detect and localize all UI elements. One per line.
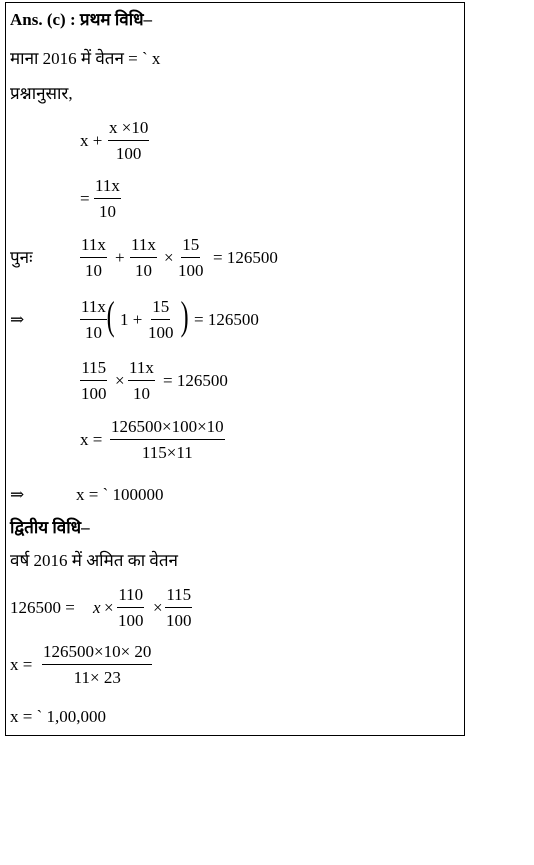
eq4-fraction-2: [147, 297, 175, 343]
eq3-fraction-3: [177, 235, 205, 281]
m2-eq2-numerator: 126500×10× 20: [42, 642, 152, 665]
eq4-f1-numerator: 11x: [80, 297, 107, 320]
eq1-numerator: x ×10: [108, 118, 149, 141]
method-2-line1: वर्ष 2016 में अमित का वेतन: [10, 551, 178, 570]
method-2-title: द्वितीय विधि–: [10, 518, 90, 537]
eq5-f2-denominator: 10: [132, 384, 150, 403]
m2-eq1-f2-denominator: 100: [166, 611, 192, 630]
eq6-denominator: 115×11: [141, 443, 193, 462]
assumption-line: माना 2016 में वेतन = ` x: [10, 49, 161, 68]
eq3-f1-numerator: 11x: [80, 235, 107, 258]
eq3-f1-denominator: 10: [84, 261, 102, 280]
m2-eq1-f1-numerator: 110: [117, 585, 144, 608]
m2-eq2-lhs: x =: [10, 655, 33, 674]
m2-eq2-fraction: [42, 642, 152, 688]
eq3-rhs: = 126500: [213, 248, 278, 267]
answer-prefix: Ans. (c) :: [10, 10, 76, 29]
eq1-fraction: [108, 118, 149, 164]
eq5-f2-numerator: 11x: [128, 358, 155, 381]
m2-eq1-f1-denominator: 100: [118, 611, 144, 630]
eq6-fraction: [110, 417, 225, 463]
method-1-result: x = ` 100000: [76, 485, 164, 504]
eq3-f3-denominator: 100: [178, 261, 204, 280]
eq3-f2-denominator: 10: [134, 261, 152, 280]
m2-eq2-denominator: 11× 23: [73, 668, 121, 687]
eq2-equals: =: [80, 189, 90, 208]
eq2-fraction: [94, 176, 121, 222]
eq5-rhs: = 126500: [163, 371, 228, 390]
eq3-f3-numerator: 15: [181, 235, 200, 258]
m2-eq1-times-2: ×: [153, 598, 163, 617]
m2-eq1-fraction-1: [117, 585, 145, 631]
eq3-fraction-1: [80, 235, 107, 281]
m2-eq1-times-1: ×: [104, 598, 114, 617]
eq3-f2-numerator: 11x: [130, 235, 157, 258]
eq6-numerator: 126500×100×10: [110, 417, 225, 440]
eq1-lhs: x +: [80, 131, 103, 150]
eq6-lhs: x =: [80, 430, 103, 449]
again-label: पुनः: [10, 248, 33, 267]
eq4-left-paren: (: [106, 293, 115, 338]
eq4-one-plus: 1 +: [120, 310, 143, 329]
answer-label: [10, 10, 152, 30]
eq4-f1-denominator: 10: [84, 323, 102, 342]
eq1-denominator: 100: [115, 144, 142, 163]
eq4-rhs: = 126500: [194, 310, 259, 329]
eq5-fraction-1: [80, 358, 108, 404]
eq4-f2-denominator: 100: [148, 323, 174, 342]
m2-eq1-f2-numerator: 115: [165, 585, 192, 608]
eq5-times: ×: [115, 371, 125, 390]
eq3-times: ×: [164, 248, 174, 267]
result-implies-arrow: ⇒: [10, 485, 25, 504]
method-2-result: x = ` 1,00,000: [10, 707, 106, 726]
method-1-title: प्रथम विधि–: [79, 10, 153, 29]
eq4-fraction-1: [80, 297, 107, 343]
m2-eq1-x: x: [93, 598, 101, 617]
per-question-line: प्रश्नानुसार,: [10, 84, 73, 103]
answer-box: [5, 2, 465, 736]
eq5-f1-denominator: 100: [81, 384, 107, 403]
eq2-denominator: 10: [98, 202, 116, 221]
eq5-f1-numerator: 115: [80, 358, 107, 381]
eq4-right-paren: ): [180, 293, 189, 338]
implies-arrow: ⇒: [10, 310, 25, 329]
eq3-fraction-2: [130, 235, 157, 281]
m2-eq1-lhs: 126500 =: [10, 598, 75, 617]
m2-eq1-fraction-2: [165, 585, 193, 631]
eq2-numerator: 11x: [94, 176, 121, 199]
eq5-fraction-2: [128, 358, 155, 404]
eq4-f2-numerator: 15: [151, 297, 170, 320]
eq3-plus: +: [115, 248, 125, 267]
